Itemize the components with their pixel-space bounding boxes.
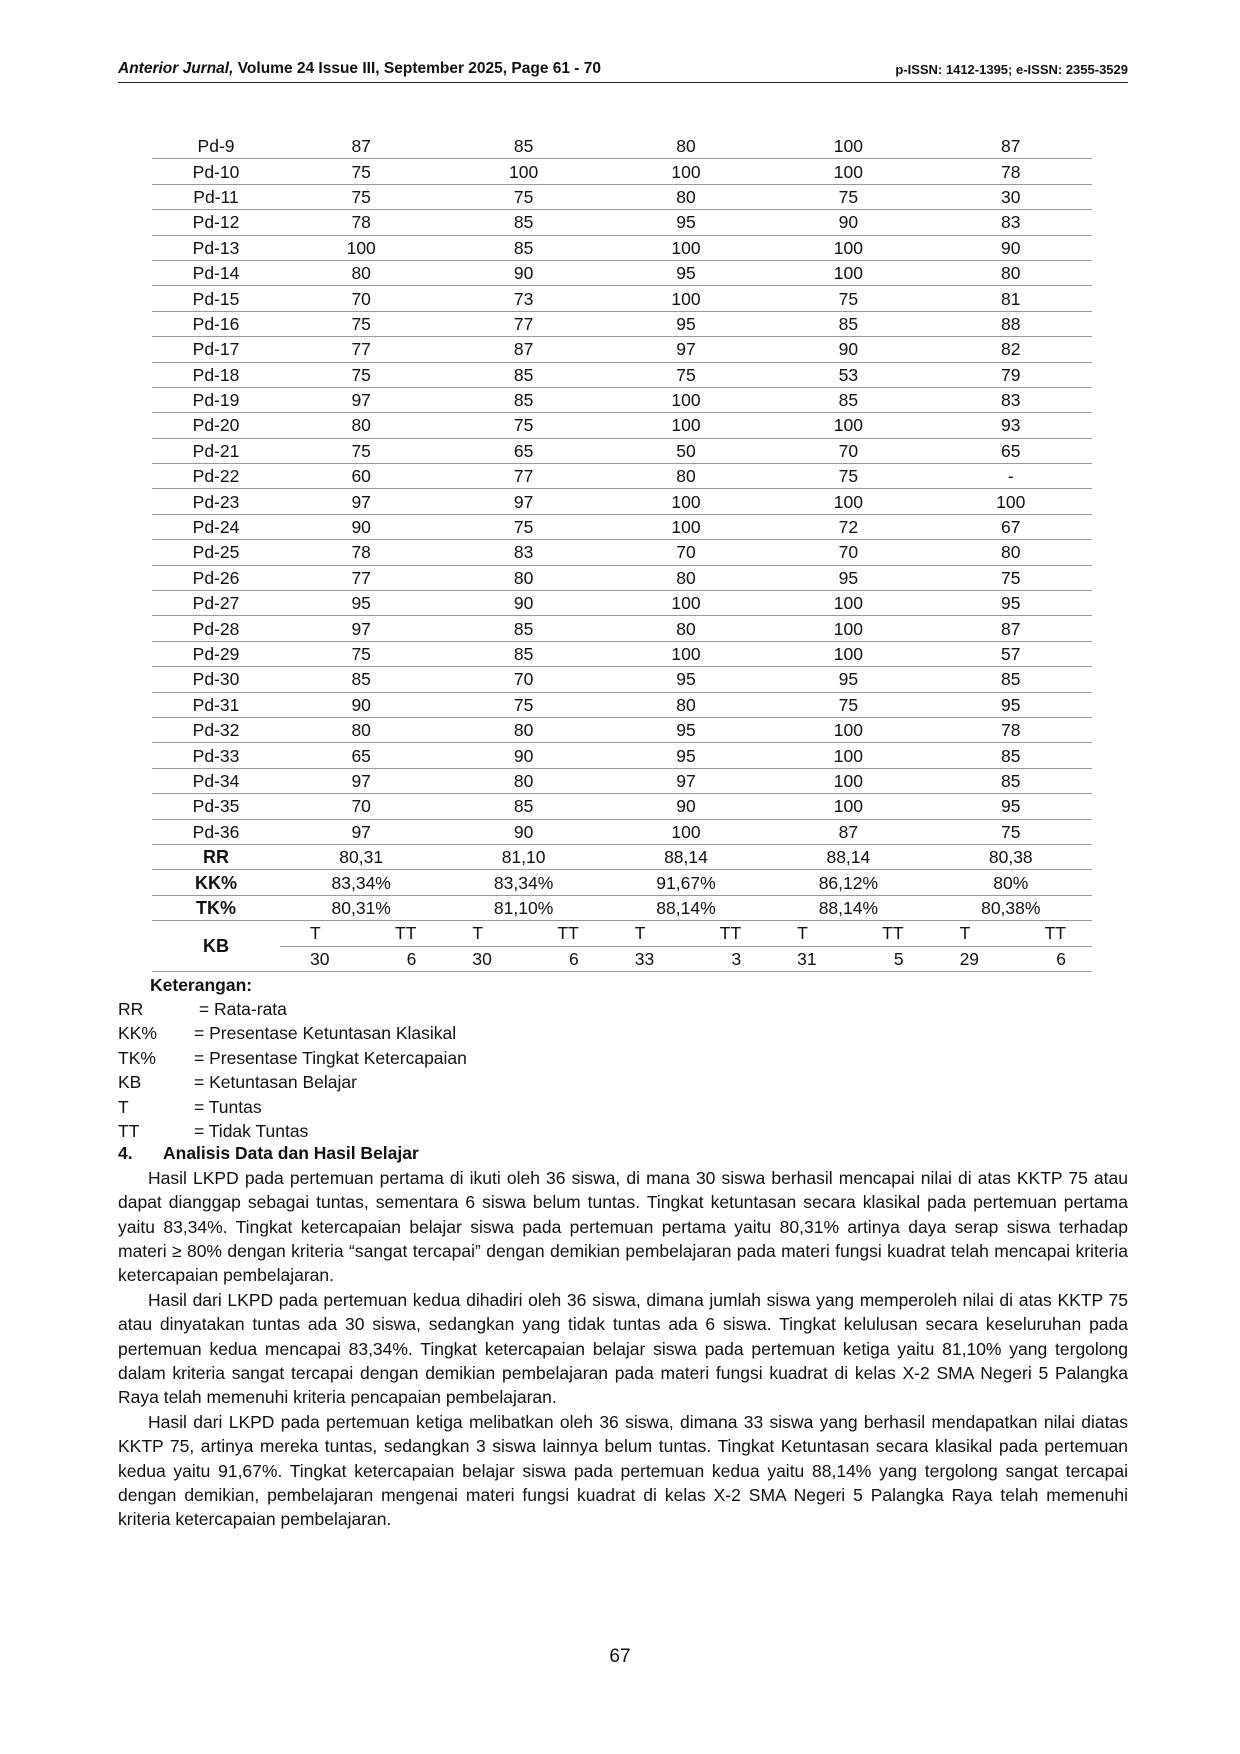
student-id-cell: Pd-28 <box>152 616 280 641</box>
score-cell: 90 <box>442 743 604 768</box>
legend-description: = Presentase Tingkat Ketercapaian <box>194 1047 467 1068</box>
legend-item <box>118 1023 456 1044</box>
score-cell: 70 <box>280 286 442 311</box>
score-cell: 95 <box>605 743 767 768</box>
score-cell: 82 <box>930 337 1092 362</box>
legend-key: TT <box>118 1121 140 1141</box>
score-cell: 95 <box>605 311 767 336</box>
score-cell: 75 <box>442 692 604 717</box>
kb-value-cell: 6 <box>1056 948 1066 969</box>
summary-cell: 80,31% <box>280 895 442 920</box>
kb-value-cell: 31 <box>797 948 817 969</box>
kb-meeting-cell <box>442 921 604 946</box>
score-cell: 80 <box>605 565 767 590</box>
score-cell: 97 <box>605 768 767 793</box>
score-cell: 78 <box>280 210 442 235</box>
table-row <box>152 768 1092 793</box>
table-row <box>152 514 1092 539</box>
score-cell: 100 <box>605 235 767 260</box>
score-cell: 50 <box>605 438 767 463</box>
student-id-cell: Pd-23 <box>152 489 280 514</box>
score-cell: 90 <box>442 591 604 616</box>
score-cell: 100 <box>767 794 929 819</box>
legend-item <box>118 999 287 1020</box>
score-cell: 75 <box>280 159 442 184</box>
summary-cell: 80,31 <box>280 844 442 869</box>
table-row <box>152 286 1092 311</box>
score-cell: 87 <box>442 337 604 362</box>
table-row <box>152 387 1092 412</box>
score-cell: 85 <box>442 641 604 666</box>
student-id-cell: Pd-25 <box>152 540 280 565</box>
score-cell: 75 <box>442 184 604 209</box>
running-header <box>118 56 1128 83</box>
student-id-cell: Pd-27 <box>152 591 280 616</box>
table-row <box>152 692 1092 717</box>
legend-title: Keterangan: <box>150 975 253 995</box>
score-cell: 78 <box>280 540 442 565</box>
score-cell: 73 <box>442 286 604 311</box>
kb-header-cell: TT <box>719 923 742 944</box>
table-row <box>152 311 1092 336</box>
score-cell: 100 <box>605 591 767 616</box>
kb-meeting-cell <box>280 946 442 971</box>
score-cell: 100 <box>605 159 767 184</box>
student-id-cell: Pd-31 <box>152 692 280 717</box>
score-cell: 83 <box>930 210 1092 235</box>
paragraph-2: Hasil dari LKPD pada pertemuan kedua dihadiri oleh 36 siswa, dimana jumlah siswa yang memperoleh nilai di atas KKTP 75 atau dinyatakan tuntas ada 30 siswa, sedangkan yang tidak tuntas ada 6 siswa. Tingkat kelulusan secara keseluruhan pada pertemuan kedua mencapai 83,34%. Tingkat ketercapaian belajar siswa pada pertemuan ketiga yaitu 81,10% yang tergolong dalam kriteria sangat tercapai dengan demikian pembelajaran pada materi fungsi kuadrat di kelas X-2 SMA Negeri 5 Palangka Raya telah memenuhi kriteria pencapaian pembelajaran. <box>118 1290 1128 1408</box>
legend-key: KB <box>118 1072 142 1093</box>
kb-meeting-cell <box>767 946 929 971</box>
legend-item <box>118 1072 357 1093</box>
score-cell: 95 <box>767 667 929 692</box>
score-cell: 100 <box>767 591 929 616</box>
score-cell: 100 <box>767 616 929 641</box>
score-cell: 83 <box>442 540 604 565</box>
score-cell: 85 <box>442 616 604 641</box>
kb-header-cell: TT <box>395 923 417 944</box>
student-id-cell: Pd-13 <box>152 235 280 260</box>
score-cell: 88 <box>930 311 1092 336</box>
score-cell: 100 <box>605 413 767 438</box>
paragraph-1: Hasil LKPD pada pertemuan pertama di ikuti oleh 36 siswa, di mana 30 siswa berhasil mencapai nilai di atas KKTP 75 atau dapat dianggap sebagai tuntas, sementara 6 siswa belum tuntas. Tingkat ketuntasan secara klasikal pada pertemuan pertama yaitu 83,34%. Tingkat ketercapaian belajar siswa pada pertemuan pertama yaitu 80,31% artinya daya serap siswa terhadap materi ≥ 80% dengan kriteria “sangat tercapai” dengan demikian pembelajaran pada materi fungsi kuadrat telah mencapai kriteria ketercapaian pembelajaran. <box>118 1168 1128 1286</box>
kb-label: KB <box>152 921 280 972</box>
kb-value-cell: 29 <box>959 948 980 969</box>
score-cell: 87 <box>930 134 1092 159</box>
summary-cell: 88,14 <box>605 844 767 869</box>
paragraph-3: Hasil dari LKPD pada pertemuan ketiga melibatkan oleh 36 siswa, dimana 33 siswa yang berhasil mendapatkan nilai diatas KKTP 75, artinya mereka tuntas, sedangkan 3 siswa lainnya belum tuntas. Tingkat Ketuntasan secara klasikal pada pertemuan kedua yaitu 91,67%. Tingkat ketercapaian belajar siswa pada pertemuan kedua yaitu 88,14% yang tergolong sangat tercapai dengan demikian, pembelajaran mengenai materi fungsi kuadrat di kelas X-2 SMA Negeri 5 Palangka Raya telah memenuhi kriteria ketercapaian pembelajaran. <box>118 1412 1128 1530</box>
score-cell: 75 <box>767 692 929 717</box>
score-cell: 100 <box>930 489 1092 514</box>
table-row <box>152 717 1092 742</box>
score-cell: 97 <box>280 819 442 844</box>
score-cell: 75 <box>280 362 442 387</box>
score-cell: 70 <box>280 794 442 819</box>
legend-item <box>118 1097 262 1118</box>
score-cell: 80 <box>442 768 604 793</box>
score-cell: - <box>930 464 1092 489</box>
legend-description: = Tidak Tuntas <box>194 1121 309 1141</box>
summary-cell: 83,34% <box>280 870 442 895</box>
score-cell: 57 <box>930 641 1092 666</box>
table-row <box>152 794 1092 819</box>
score-cell: 95 <box>605 667 767 692</box>
score-cell: 95 <box>605 717 767 742</box>
score-cell: 85 <box>930 768 1092 793</box>
kb-header-cell: T <box>472 923 484 944</box>
score-cell: 80 <box>605 134 767 159</box>
kb-pair <box>930 947 1092 971</box>
score-cell: 85 <box>442 134 604 159</box>
summary-label: TK% <box>152 895 280 920</box>
table-row <box>152 438 1092 463</box>
score-cell: 95 <box>930 591 1092 616</box>
table-row <box>152 159 1092 184</box>
kb-header-cell: T <box>959 923 971 944</box>
score-cell: 85 <box>442 362 604 387</box>
kb-pair <box>442 921 604 945</box>
kb-value-cell: 30 <box>472 948 492 969</box>
score-cell: 85 <box>280 667 442 692</box>
student-id-cell: Pd-33 <box>152 743 280 768</box>
legend-description: = Rata-rata <box>194 999 287 1019</box>
score-cell: 95 <box>280 591 442 616</box>
kb-value-cell: 33 <box>634 948 655 969</box>
summary-cell: 80,38% <box>930 895 1092 920</box>
legend-description: = Presentase Ketuntasan Klasikal <box>194 1023 457 1044</box>
legend-description: = Ketuntasan Belajar <box>194 1072 357 1093</box>
score-cell: 70 <box>442 667 604 692</box>
score-cell: 100 <box>605 286 767 311</box>
legend-item <box>118 1048 467 1069</box>
score-cell: 97 <box>605 337 767 362</box>
summary-cell: 88,14% <box>605 895 767 920</box>
summary-cell: 80% <box>930 870 1092 895</box>
score-cell: 75 <box>280 641 442 666</box>
score-cell: 85 <box>930 667 1092 692</box>
summary-label: RR <box>152 844 280 869</box>
summary-row <box>152 895 1092 920</box>
score-cell: 78 <box>930 159 1092 184</box>
table-row <box>152 616 1092 641</box>
score-cell: 65 <box>930 438 1092 463</box>
page-number: 67 <box>609 1646 631 1667</box>
score-cell: 72 <box>767 514 929 539</box>
score-cell: 87 <box>930 616 1092 641</box>
header-issn: p-ISSN: 1412-1395; e-ISSN: 2355-3529 <box>895 62 1128 77</box>
legend-key: T <box>118 1096 129 1117</box>
section-heading <box>118 1143 419 1164</box>
score-cell: 80 <box>930 540 1092 565</box>
summary-cell: 91,67% <box>605 870 767 895</box>
score-cell: 30 <box>930 184 1092 209</box>
score-cell: 100 <box>767 717 929 742</box>
score-cell: 90 <box>280 692 442 717</box>
score-cell: 70 <box>605 540 767 565</box>
kb-pair <box>930 921 1092 945</box>
score-cell: 100 <box>280 235 442 260</box>
score-cell: 85 <box>767 311 929 336</box>
table-row <box>152 565 1092 590</box>
student-id-cell: Pd-10 <box>152 159 280 184</box>
score-cell: 97 <box>280 768 442 793</box>
score-cell: 97 <box>280 387 442 412</box>
kb-value-cell: 30 <box>310 948 330 969</box>
summary-cell: 86,12% <box>767 870 929 895</box>
score-cell: 100 <box>605 387 767 412</box>
score-cell: 90 <box>442 819 604 844</box>
student-id-cell: Pd-22 <box>152 464 280 489</box>
score-cell: 77 <box>280 565 442 590</box>
score-cell: 100 <box>767 260 929 285</box>
score-cell: 80 <box>930 260 1092 285</box>
summary-cell: 81,10% <box>442 895 604 920</box>
table-row <box>152 413 1092 438</box>
score-cell: 75 <box>767 464 929 489</box>
student-id-cell: Pd-24 <box>152 514 280 539</box>
table-row <box>152 134 1092 159</box>
table-row <box>152 819 1092 844</box>
table-row <box>152 540 1092 565</box>
score-cell: 85 <box>442 794 604 819</box>
table-row <box>152 337 1092 362</box>
score-cell: 80 <box>442 565 604 590</box>
score-cell: 80 <box>605 692 767 717</box>
summary-cell: 83,34% <box>442 870 604 895</box>
score-cell: 97 <box>280 616 442 641</box>
score-cell: 77 <box>280 337 442 362</box>
legend-item <box>118 1121 308 1142</box>
score-cell: 77 <box>442 311 604 336</box>
student-id-cell: Pd-26 <box>152 565 280 590</box>
table-row <box>152 184 1092 209</box>
score-cell: 80 <box>280 413 442 438</box>
score-cell: 100 <box>767 641 929 666</box>
kb-pair <box>605 947 767 971</box>
score-cell: 95 <box>605 260 767 285</box>
score-cell: 80 <box>280 717 442 742</box>
score-cell: 90 <box>930 235 1092 260</box>
kb-meeting-cell <box>280 921 442 946</box>
score-cell: 77 <box>442 464 604 489</box>
score-cell: 80 <box>605 464 767 489</box>
student-id-cell: Pd-17 <box>152 337 280 362</box>
journal-details: Volume 24 Issue III, September 2025, Page 61 - 70 <box>233 60 602 77</box>
student-id-cell: Pd-15 <box>152 286 280 311</box>
kb-value-cell: 6 <box>569 948 579 969</box>
score-cell: 85 <box>442 210 604 235</box>
score-cell: 87 <box>280 134 442 159</box>
kb-value-cell: 6 <box>406 948 417 969</box>
score-cell: 70 <box>767 438 929 463</box>
score-cell: 53 <box>767 362 929 387</box>
score-cell: 95 <box>767 565 929 590</box>
score-cell: 79 <box>930 362 1092 387</box>
score-cell: 75 <box>280 311 442 336</box>
score-cell: 80 <box>605 616 767 641</box>
student-id-cell: Pd-12 <box>152 210 280 235</box>
kb-pair <box>280 947 442 971</box>
score-cell: 100 <box>605 819 767 844</box>
score-cell: 87 <box>767 819 929 844</box>
score-cell: 85 <box>767 387 929 412</box>
score-cell: 100 <box>767 743 929 768</box>
summary-cell: 88,14% <box>767 895 929 920</box>
score-cell: 65 <box>280 743 442 768</box>
kb-header-row <box>152 921 1092 946</box>
score-cell: 60 <box>280 464 442 489</box>
student-id-cell: Pd-32 <box>152 717 280 742</box>
score-cell: 97 <box>442 489 604 514</box>
legend-key: RR <box>118 999 144 1019</box>
score-cell: 75 <box>605 362 767 387</box>
score-cell: 90 <box>767 337 929 362</box>
score-cell: 95 <box>930 692 1092 717</box>
score-cell: 75 <box>767 286 929 311</box>
student-id-cell: Pd-16 <box>152 311 280 336</box>
kb-pair <box>767 947 929 971</box>
score-cell: 75 <box>930 819 1092 844</box>
kb-meeting-cell <box>605 921 767 946</box>
score-cell: 100 <box>767 134 929 159</box>
score-cell: 70 <box>767 540 929 565</box>
kb-value-row <box>152 946 1092 971</box>
score-cell: 100 <box>767 159 929 184</box>
student-id-cell: Pd-21 <box>152 438 280 463</box>
score-cell: 93 <box>930 413 1092 438</box>
score-cell: 67 <box>930 514 1092 539</box>
score-cell: 97 <box>280 489 442 514</box>
score-cell: 80 <box>442 717 604 742</box>
kb-meeting-cell <box>930 921 1092 946</box>
score-cell: 81 <box>930 286 1092 311</box>
scores-table-body <box>152 134 1092 971</box>
table-row <box>152 591 1092 616</box>
score-cell: 85 <box>442 235 604 260</box>
score-cell: 75 <box>442 413 604 438</box>
score-cell: 75 <box>930 565 1092 590</box>
summary-row <box>152 844 1092 869</box>
student-id-cell: Pd-9 <box>152 134 280 159</box>
table-row <box>152 210 1092 235</box>
score-cell: 83 <box>930 387 1092 412</box>
kb-header-cell: TT <box>1044 923 1066 944</box>
summary-cell: 80,38 <box>930 844 1092 869</box>
score-cell: 90 <box>280 514 442 539</box>
score-cell: 90 <box>442 260 604 285</box>
kb-meeting-cell <box>442 946 604 971</box>
table-row <box>152 641 1092 666</box>
kb-header-cell: TT <box>882 923 904 944</box>
score-cell: 75 <box>442 514 604 539</box>
score-cell: 65 <box>442 438 604 463</box>
summary-cell: 88,14 <box>767 844 929 869</box>
score-cell: 80 <box>280 260 442 285</box>
score-cell: 100 <box>605 641 767 666</box>
score-cell: 85 <box>442 387 604 412</box>
table-row <box>152 362 1092 387</box>
student-id-cell: Pd-35 <box>152 794 280 819</box>
section-number: 4. <box>118 1143 133 1163</box>
student-id-cell: Pd-14 <box>152 260 280 285</box>
summary-cell: 81,10 <box>442 844 604 869</box>
kb-header-cell: T <box>634 923 646 944</box>
legend-key: TK% <box>118 1047 156 1068</box>
student-id-cell: Pd-36 <box>152 819 280 844</box>
student-id-cell: Pd-19 <box>152 387 280 412</box>
table-row <box>152 260 1092 285</box>
section-title: Analisis Data dan Hasil Belajar <box>163 1143 419 1163</box>
kb-value-cell: 5 <box>893 948 904 969</box>
score-cell: 100 <box>767 235 929 260</box>
student-id-cell: Pd-11 <box>152 184 280 209</box>
score-cell: 95 <box>930 794 1092 819</box>
table-row <box>152 743 1092 768</box>
kb-pair <box>442 947 604 971</box>
kb-pair <box>605 921 767 945</box>
journal-name: Anterior Jurnal, <box>118 60 234 77</box>
kb-meeting-cell <box>605 946 767 971</box>
legend-description: = Tuntas <box>194 1096 262 1117</box>
kb-header-cell: TT <box>557 923 579 944</box>
table-row <box>152 464 1092 489</box>
kb-pair <box>280 921 442 945</box>
score-cell: 85 <box>930 743 1092 768</box>
table-row <box>152 489 1092 514</box>
student-id-cell: Pd-30 <box>152 667 280 692</box>
score-cell: 75 <box>280 438 442 463</box>
student-id-cell: Pd-29 <box>152 641 280 666</box>
table-row <box>152 235 1092 260</box>
score-cell: 95 <box>605 210 767 235</box>
score-cell: 100 <box>767 413 929 438</box>
score-cell: 100 <box>442 159 604 184</box>
kb-meeting-cell <box>767 921 929 946</box>
score-cell: 100 <box>605 514 767 539</box>
table-row <box>152 667 1092 692</box>
student-id-cell: Pd-18 <box>152 362 280 387</box>
score-cell: 100 <box>767 489 929 514</box>
header-citation <box>118 60 601 78</box>
score-cell: 78 <box>930 717 1092 742</box>
summary-label: KK% <box>152 870 280 895</box>
score-cell: 75 <box>767 184 929 209</box>
score-cell: 80 <box>605 184 767 209</box>
student-id-cell: Pd-20 <box>152 413 280 438</box>
kb-meeting-cell <box>930 946 1092 971</box>
scores-table <box>152 134 1092 972</box>
kb-header-cell: T <box>310 923 321 944</box>
legend-key: KK% <box>118 1023 157 1044</box>
score-cell: 90 <box>605 794 767 819</box>
score-cell: 100 <box>767 768 929 793</box>
score-cell: 100 <box>605 489 767 514</box>
kb-header-cell: T <box>797 923 808 944</box>
kb-pair <box>767 921 929 945</box>
summary-row <box>152 870 1092 895</box>
score-cell: 90 <box>767 210 929 235</box>
kb-value-cell: 3 <box>731 948 742 969</box>
score-cell: 75 <box>280 184 442 209</box>
student-id-cell: Pd-34 <box>152 768 280 793</box>
